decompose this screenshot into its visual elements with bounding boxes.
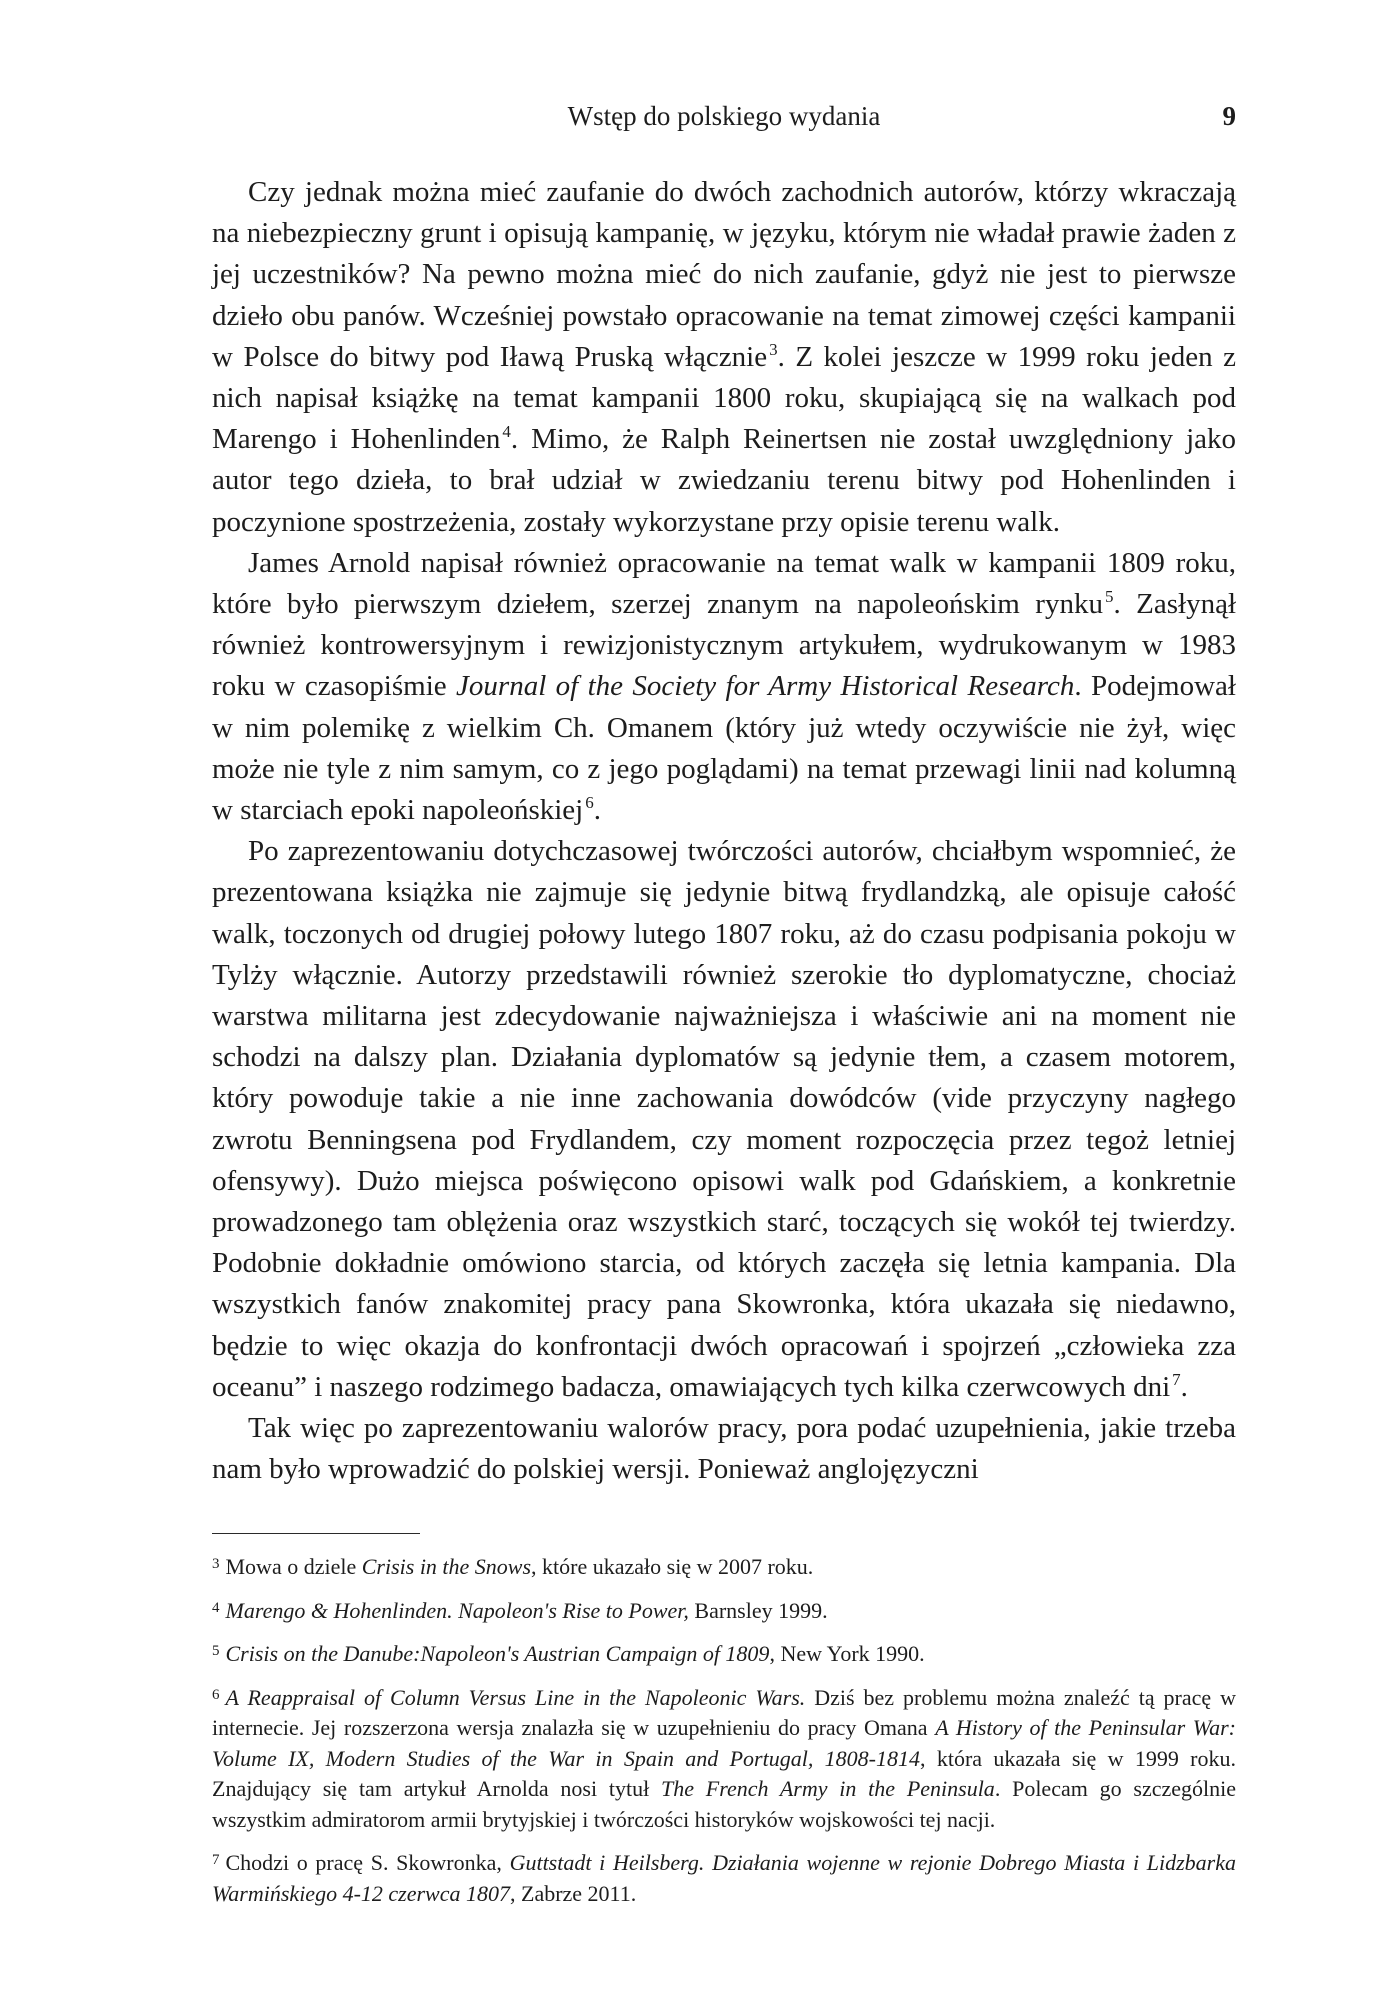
paragraph-2 bbox=[212, 543, 1236, 831]
footnote-ref-7: 7 bbox=[1172, 1369, 1181, 1389]
paragraph-1-text-c: . Mimo, że Ralph Reinertsen nie został uwzględniony jako autor tego dzieła, to brał udział w zwiedzaniu terenu bitwy pod Hohenlinden i poczynione spostrzeżenia, zostały wykorzystane przy opisie terenu walk. bbox=[212, 423, 1236, 538]
footnote-3 bbox=[212, 1549, 1236, 1583]
footnote-mark-3: 3 bbox=[212, 1556, 220, 1572]
footnote-ref-5: 5 bbox=[1104, 587, 1114, 607]
paragraph-2-text-a: James Arnold napisał również opracowanie na temat walk w kampanii 1809 roku, które było pierwszym dziełem, szerzej znanym na napoleońskim rynku bbox=[212, 546, 1236, 621]
footnote-6 bbox=[212, 1680, 1236, 1836]
paragraph-2-text-c: . Podejmował w nim polemikę z wielkim Ch. Omanem (który już wtedy oczywiście nie żył, więc może nie tyle z nim samym, co z jego poglądami) na temat przewagi linii nad kolumną w starciach epoki napoleońskiej bbox=[212, 670, 1236, 827]
paragraph-2-text-b: . Zasłynął również kontrowersyjnym i rewizjonistycznym artykułem, wydrukowanym w 1983 roku w czasopiśmie bbox=[212, 588, 1236, 703]
footnote-6-title-a: A Reappraisal of Column Versus Line in the Napoleonic Wars. bbox=[225, 1684, 806, 1710]
footnote-6-text-c: . Polecam go szczególnie wszystkim admiratorom armii brytyjskiej i twórczości historyków wojskowości tej nacji. bbox=[212, 1776, 1236, 1832]
footnote-4-text: Barnsley 1999. bbox=[688, 1597, 828, 1623]
paragraph-3 bbox=[212, 831, 1236, 1408]
paragraph-2-text-d: . bbox=[593, 794, 601, 827]
footnote-mark-7: 7 bbox=[212, 1852, 220, 1868]
footnote-mark-6: 6 bbox=[212, 1686, 220, 1703]
footnote-mark-4: 4 bbox=[212, 1599, 220, 1616]
footnote-6-text-b: , która ukazała się w 1999 roku. Znajdujący się tam artykuł Arnolda nosi tytuł bbox=[212, 1745, 1237, 1801]
paragraph-4-text-a: Tak więc po zaprezentowaniu walorów pracy, pora podać uzupełnienia, jakie trzeba nam było wprowadzić do polskiej wersji. Ponieważ anglojęzyczni bbox=[212, 1412, 1236, 1486]
footnote-7-text-b: , Zabrze 2011. bbox=[510, 1880, 637, 1906]
footnote-3-text-a: Mowa o dziele bbox=[225, 1554, 362, 1579]
journal-title: Journal of the Society for Army Historical Research bbox=[456, 670, 1075, 703]
footnote-6-title-c: The French Army in the Peninsula bbox=[661, 1776, 995, 1801]
footnote-5-title: Crisis on the Danube:Napoleon's Austrian Campaign of 1809 bbox=[225, 1641, 770, 1666]
footnote-3-text-b: , które ukazało się w 2007 roku. bbox=[531, 1554, 814, 1579]
footnote-6-text-a: Dziś bez problemu można znaleźć tą pracę w internecie. Jej rozszerzona wersja znalazła się w uzupełnieniu do pracy Omana bbox=[212, 1684, 1236, 1740]
footnote-mark-5: 5 bbox=[212, 1643, 220, 1659]
footnote-7-text-a: Chodzi o pracę S. Skowronka, bbox=[225, 1850, 510, 1875]
running-title: Wstęp do polskiego wydania bbox=[567, 101, 881, 131]
footnote-7-title: Guttstadt i Heilsberg. Działania wojenne w rejonie Dobrego Miasta i Lidzbarka Warmińskiego 4-12 czerwca 1807 bbox=[212, 1850, 1237, 1906]
footnote-4-title: Marengo & Hohenlinden. Napoleon's Rise to Power, bbox=[225, 1597, 689, 1623]
footnote-3-title: Crisis in the Snows bbox=[361, 1554, 532, 1579]
book-page bbox=[212, 0, 1236, 2013]
paragraph-3-text-a: Po zaprezentowaniu dotychczasowej twórczości autorów, chciałbym wspomnieć, że prezentowana książka nie zajmuje się jedynie bitwą frydlandzką, ale opisuje całość walk, toczonych od drugiej połowy lutego 1807 roku, aż do czasu podpisania pokoju w Tylży włącznie. Autorzy przedstawili również szerokie tło dyplomatyczne, chociaż warstwa militarna jest zdecydowanie najważniejsza i właściwie ani na moment nie schodzi na dalszy plan. Działania dyplomatów są jedynie tłem, a czasem motorem, który powoduje takie a nie inne zachowania dowódców (vide przyczyny nagłego zwrotu Benningsena pod Frydlandem, czy moment rozpoczęcia przez tegoż letniej ofensywy). Dużo miejsca poświęcono opisowi walk pod Gdańskiem, a konkretnie prowadzonego tam oblężenia oraz wszystkich starć, toczących się wokół tej twierdzy. Podobnie dokładnie omówiono starcia, od których zaczęła się letnia kampania. Dla wszystkich fanów znakomitej pracy pana Skowronka, która ukazała się niedawno, będzie to więc okazja do konfrontacji dwóch opracowań i spojrzeń „człowieka zza oceanu” i naszego rodzimego badacza, omawiających tych kilka czerwcowych dni bbox=[212, 835, 1236, 1403]
footnote-5 bbox=[212, 1636, 1236, 1670]
page-number: 9 bbox=[1222, 101, 1236, 131]
footnote-4 bbox=[212, 1593, 1236, 1627]
footnote-6-title-b: A History of the Peninsular War: Volume IX, Modern Studies of the War in Spain and Portugal, 1808-1814 bbox=[212, 1715, 1236, 1771]
paragraph-1-text-a: Czy jednak można mieć zaufanie do dwóch zachodnich autorów, którzy wkraczają na niebezpieczny grunt i opisują kampanię, w języku, którym nie władał prawie żaden z jej uczestników? Na pewno można mieć do nich zaufanie, gdyż nie jest to pierwsze dzieło obu panów. Wcześniej powstało opracowanie na temat zimowej części kampanii w Polsce do bitwy pod Iławą Pruską włącznie bbox=[212, 176, 1236, 373]
footnote-7 bbox=[212, 1845, 1236, 1909]
footnote-5-text: , New York 1990. bbox=[769, 1641, 925, 1666]
footnote-ref-3: 3 bbox=[769, 339, 778, 359]
paragraph-4 bbox=[212, 1408, 1236, 1490]
footnote-separator bbox=[212, 1533, 420, 1534]
paragraph-1-text-b: . Z kolei jeszcze w 1999 roku jeden z nich napisał książkę na temat kampanii 1800 roku, skupiającą się na walkach pod Marengo i Hohenlinden bbox=[212, 340, 1236, 456]
paragraph-1 bbox=[212, 172, 1236, 543]
page-header bbox=[212, 96, 1236, 136]
paragraph-3-text-b: . bbox=[1180, 1370, 1188, 1403]
footnote-ref-4: 4 bbox=[502, 422, 511, 442]
footnote-ref-6: 6 bbox=[585, 793, 594, 813]
footnotes bbox=[212, 1549, 1236, 1919]
main-text bbox=[212, 172, 1236, 1491]
